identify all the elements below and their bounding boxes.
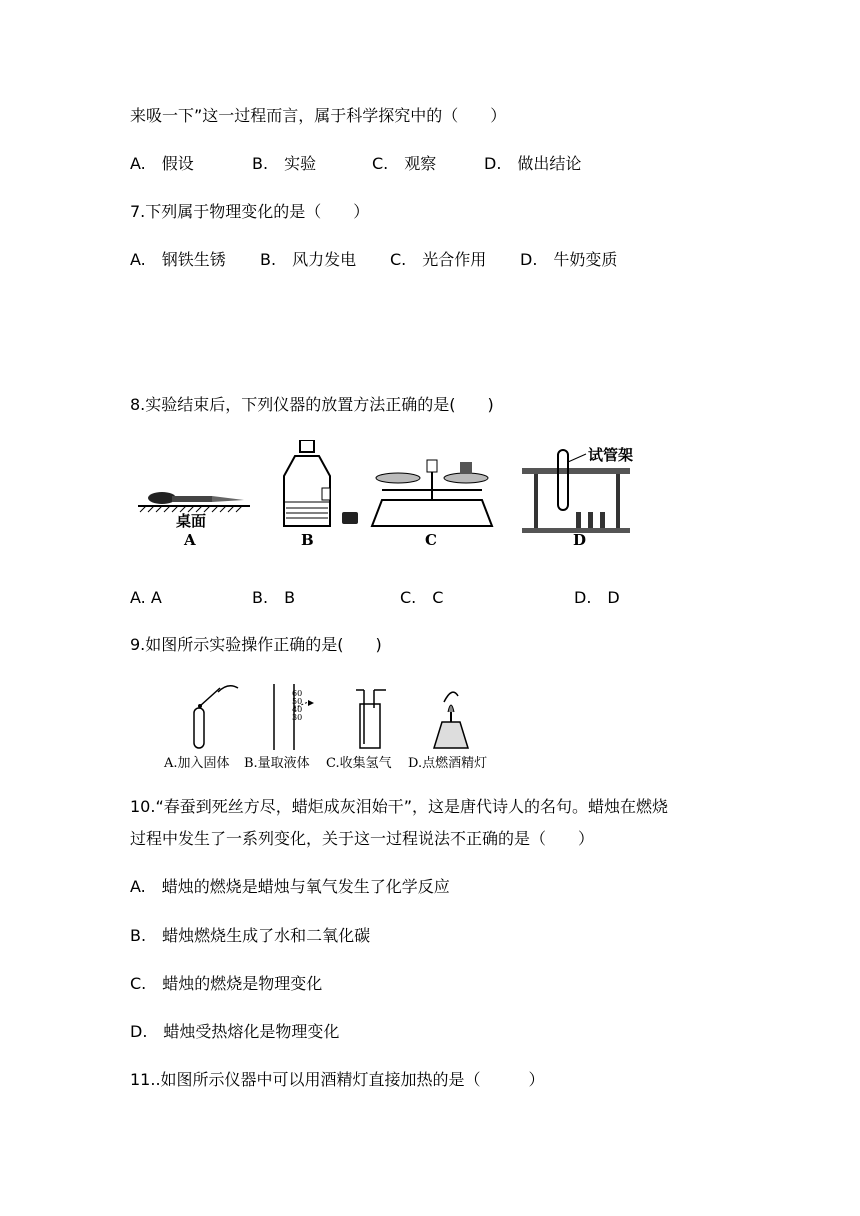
caption-c: C.收集氢气	[326, 756, 392, 771]
q10-option-d: D. 蜡烛受热熔化是物理变化	[130, 1022, 340, 1041]
scale-mark-50: 50	[292, 697, 303, 706]
alcohol-lamp-drawing	[434, 692, 468, 748]
q10-option-c: C. 蜡烛的燃烧是物理变化	[130, 974, 323, 993]
adding-solid-drawing	[194, 686, 238, 748]
q10-stem-line2: 过程中发生了一系列变化，关于这一过程说法不正确的是（ ）	[130, 829, 595, 848]
cylinder-scale	[292, 690, 302, 722]
desk-label: 桌面	[176, 512, 207, 530]
q10-stem-line1: 10.“春蚕到死丝方尽，蜡炬成灰泪始干”，这是唐代诗人的名句。蜡烛在燃烧	[130, 797, 669, 816]
gas-collection-bottle-drawing	[356, 690, 386, 748]
q8-option-a: A. A	[130, 588, 162, 607]
q6-option-b: B. 实验	[252, 154, 317, 173]
test-tube-rack-label: 试管架	[588, 446, 634, 464]
figure-letter-a: A	[184, 531, 196, 549]
q8-figure	[132, 440, 652, 555]
q6-option-a: A. 假设	[130, 154, 194, 173]
q7-option-b: B. 风力发电	[260, 250, 357, 269]
q10-option-b: B. 蜡烛燃烧生成了水和二氧化碳	[130, 926, 371, 945]
figure-letter-b: B	[301, 531, 314, 549]
reagent-bottle-drawing	[284, 440, 358, 526]
q10-option-a: A. 蜡烛的燃烧是蜡烛与氧气发生了化学反应	[130, 877, 450, 896]
q9-operations-illustration	[160, 678, 510, 750]
q9-figure	[160, 678, 510, 774]
q8-option-c: C. C	[400, 588, 444, 607]
caption-d: D.点燃酒精灯	[408, 756, 488, 771]
balance-drawing	[372, 460, 492, 526]
figure-letter-c: C	[425, 531, 437, 549]
q7-option-a: A. 钢铁生锈	[130, 250, 226, 269]
q6-option-d: D. 做出结论	[484, 154, 582, 173]
q8-option-d: D. D	[574, 588, 620, 607]
q8-stem: 8.实验结束后，下列仪器的放置方法正确的是( )	[130, 395, 494, 414]
q9-stem: 9.如图所示实验操作正确的是( )	[130, 635, 382, 654]
caption-b: B.量取液体	[244, 756, 310, 771]
q8-option-b: B. B	[252, 588, 296, 607]
scale-mark-60: 60	[292, 689, 303, 698]
caption-a: A.加入固体	[164, 756, 230, 771]
q7-stem: 7.下列属于物理变化的是（ ）	[130, 202, 370, 221]
scale-mark-40: 40	[292, 705, 303, 714]
q6-stem-tail: 来吸一下”这一过程而言，属于科学探究中的（ ）	[130, 106, 507, 125]
scale-mark-30: 30	[292, 713, 303, 722]
q7-option-d: D. 牛奶变质	[520, 250, 618, 269]
figure-letter-d: D	[573, 531, 587, 549]
dropper-on-desk-drawing	[138, 492, 250, 512]
q7-option-c: C. 光合作用	[390, 250, 487, 269]
q11-stem: 11..如图所示仪器中可以用酒精灯直接加热的是（ ）	[130, 1070, 545, 1089]
q6-option-c: C. 观察	[372, 154, 437, 173]
